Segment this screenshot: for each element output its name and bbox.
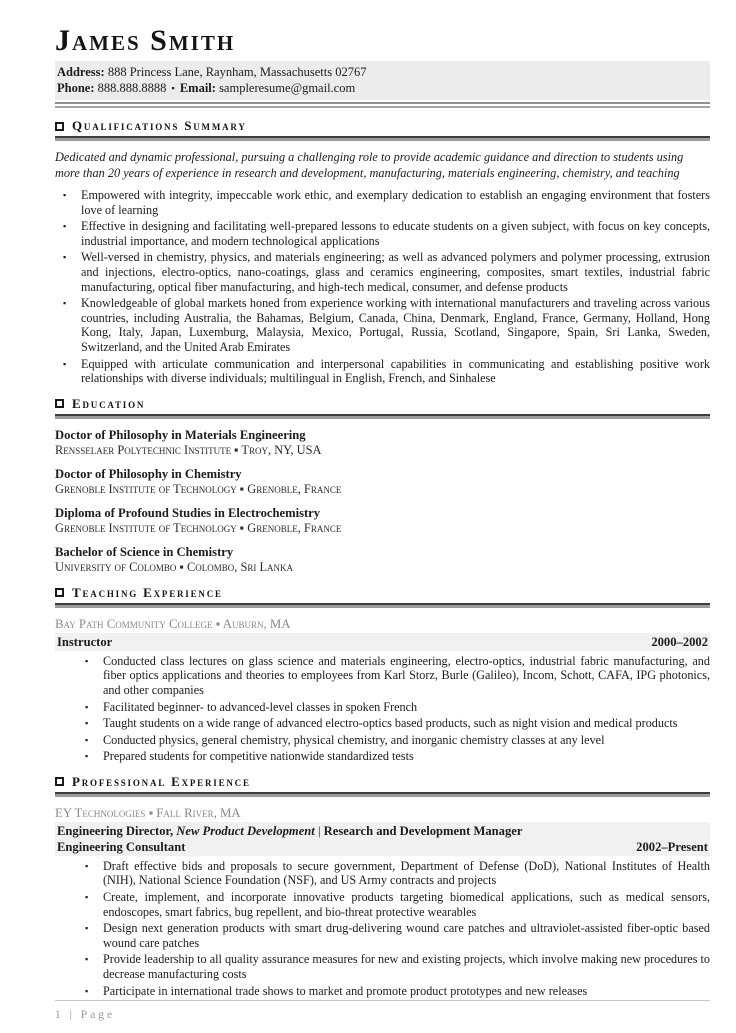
contact-block xyxy=(55,61,710,100)
degree-title: Doctor of Philosophy in Chemistry xyxy=(55,466,242,481)
section-header xyxy=(55,396,710,412)
employer-line: EY Technologies ▪ Fall River, MA xyxy=(55,805,241,820)
bullet-separator-icon: ▪ xyxy=(171,83,175,93)
professional-duties-list xyxy=(55,859,710,998)
footer-divider xyxy=(55,1000,710,1001)
checkbox-square-icon xyxy=(55,122,64,131)
section-header xyxy=(55,774,710,790)
degree-title: Doctor of Philosophy in Materials Engineering xyxy=(55,427,306,442)
address-value: 888 Princess Lane, Raynham, Massachusetts 02767 xyxy=(107,65,367,79)
section-rule xyxy=(55,603,710,608)
contact-phone-line xyxy=(57,80,704,96)
list-item: ▪ Taught students on a wide range of advanced electro-optics based products, such as night vision and medical products xyxy=(77,716,710,731)
institution-line: Rensselaer Polytechnic Institute ▪ Troy, NY, USA xyxy=(55,442,322,457)
list-item: ▪ Conducted physics, general chemistry, physical chemistry, and inorganic chemistry classes at any level xyxy=(77,733,710,748)
employment-dates: 2000–2002 xyxy=(651,634,708,649)
education-entry xyxy=(55,467,710,497)
section-teaching-experience xyxy=(55,585,710,764)
page-title: James Smith xyxy=(55,24,236,57)
phone-value: 888.888.8888 xyxy=(97,81,167,95)
section-title: Education xyxy=(72,395,146,411)
section-qualifications xyxy=(55,118,710,386)
institution-line: Grenoble Institute of Technology ▪ Grenoble, France xyxy=(55,481,342,496)
section-title: Teaching Experience xyxy=(72,584,223,600)
teaching-duties-list xyxy=(55,654,710,764)
qualifications-list xyxy=(55,188,710,386)
email-value: sampleresume@gmail.com xyxy=(219,81,356,95)
list-item: ▪ Draft effective bids and proposals to secure government, Department of Defense (DoD), National Institutes of Health (NIH), National Science Foundation (NSF), and US Army contracts and projects xyxy=(77,859,710,888)
checkbox-square-icon xyxy=(55,588,64,597)
email-label: Email: xyxy=(179,81,216,95)
section-rule xyxy=(55,414,710,419)
address-label: Address: xyxy=(57,65,105,79)
role-bar xyxy=(55,633,710,651)
institution-line: University of Colombo ▪ Colombo, Sri Lanka xyxy=(55,559,294,574)
section-education xyxy=(55,396,710,575)
list-item: ▪ Well-versed in chemistry, physics, and materials engineering; as well as advanced polymers and polymer processing, extrusion and injections, electro-optics, nano-coatings, glass and ceramics engineering, composites, smart textiles, industrial fabric manufacturing, optical fiber manufacturing, and high-tech medical, consumer, and defense products xyxy=(55,250,710,294)
employment-dates: 2002–Present xyxy=(636,839,708,854)
pipe-separator: | xyxy=(317,823,321,838)
list-item: ▪ Prepared students for competitive nationwide standardized tests xyxy=(77,749,710,764)
phone-label: Phone: xyxy=(57,81,95,95)
job-title-secondary: Research and Development Manager xyxy=(323,823,523,838)
section-title: Professional Experience xyxy=(72,773,251,789)
list-item: ▪ Conducted class lectures on glass science and materials engineering, electro-optics, industrial fabric manufacturing, and fiber optics applications and theories to employees from Karl Storz, Burle (Galileo), Incom, Schott, CAFA, IPG photonics, and other companies xyxy=(77,654,710,698)
summary-intro: Dedicated and dynamic professional, pursuing a challenging role to provide academic guidance and direction to students using more than 20 years of experience in research and development, manufacturing, materials engineering, chemistry, and teaching xyxy=(55,150,684,180)
resume-body xyxy=(55,24,710,1000)
job-title-line xyxy=(57,823,708,839)
section-rule xyxy=(55,792,710,797)
list-item: ▪ Create, implement, and incorporate innovative products targeting biomedical applications, such as medical sensors, endoscopes, smart fabrics, bug repellent, and bio-threat protective wearables xyxy=(77,890,710,919)
job-title: Instructor xyxy=(57,634,113,649)
list-item: ▪ Effective in designing and facilitating well-prepared lessons to educate students on a given subject, with focus on key concepts, industrial importance, and modern technological applications xyxy=(55,219,710,248)
header-divider xyxy=(55,102,710,108)
education-entry xyxy=(55,545,710,575)
checkbox-square-icon xyxy=(55,777,64,786)
list-item: ▪ Equipped with articulate communication and interpersonal capabilities in communicating and establishing positive work relationships with diverse individuals; multilingual in English, French, and Sinhalese xyxy=(55,357,710,386)
degree-title: Diploma of Profound Studies in Electrochemistry xyxy=(55,505,321,520)
page-number: 1 | Page xyxy=(55,1009,116,1022)
checkbox-square-icon xyxy=(55,399,64,408)
section-header xyxy=(55,585,710,601)
section-title: Qualifications Summary xyxy=(72,118,247,133)
employer-line: Bay Path Community College ▪ Auburn, MA xyxy=(55,616,291,631)
list-item: ▪ Knowledgeable of global markets honed from experience working with international manufacturers and traveling across various countries, including Australia, the Bahamas, Belgium, Canada, China, Denmark, England, France, Germany, Holland, Hong Kong, Italy, Japan, Luxemburg, Malaysia, Mexico, Portugal, Russia, Scotland, Singapore, Spain, Sri Lanka, Sweden, Switzerland, and the United Arab Emirates xyxy=(55,296,710,354)
list-item: ▪ Participate in international trade shows to market and promote product prototypes and new releases xyxy=(77,984,710,999)
role-bar xyxy=(55,822,710,856)
list-item: ▪ Provide leadership to all quality assurance measures for new and existing projects, which involve making new procedures to decrease manufacturing costs xyxy=(77,952,710,981)
degree-title: Bachelor of Science in Chemistry xyxy=(55,544,234,559)
job-title-primary: Engineering Director, xyxy=(57,823,174,838)
education-entry xyxy=(55,428,710,458)
contact-address-line xyxy=(57,64,704,80)
list-item: ▪ Facilitated beginner- to advanced-level classes in spoken French xyxy=(77,700,710,715)
section-rule xyxy=(55,136,710,141)
page-footer xyxy=(55,1000,710,1033)
institution-line: Grenoble Institute of Technology ▪ Grenoble, France xyxy=(55,520,342,535)
section-header xyxy=(55,118,710,134)
list-item: ▪ Empowered with integrity, impeccable work ethic, and exemplary dedication to establish an engaging environment that fosters love of learning xyxy=(55,188,710,217)
job-title-department: New Product Development xyxy=(176,823,315,838)
section-professional-experience xyxy=(55,774,710,998)
list-item: ▪ Design next generation products with smart drug-delivering wound care patches and ultraviolet-assisted fiber-optic based wound care patches xyxy=(77,921,710,950)
education-entry xyxy=(55,506,710,536)
job-title: Engineering Consultant xyxy=(57,839,186,854)
